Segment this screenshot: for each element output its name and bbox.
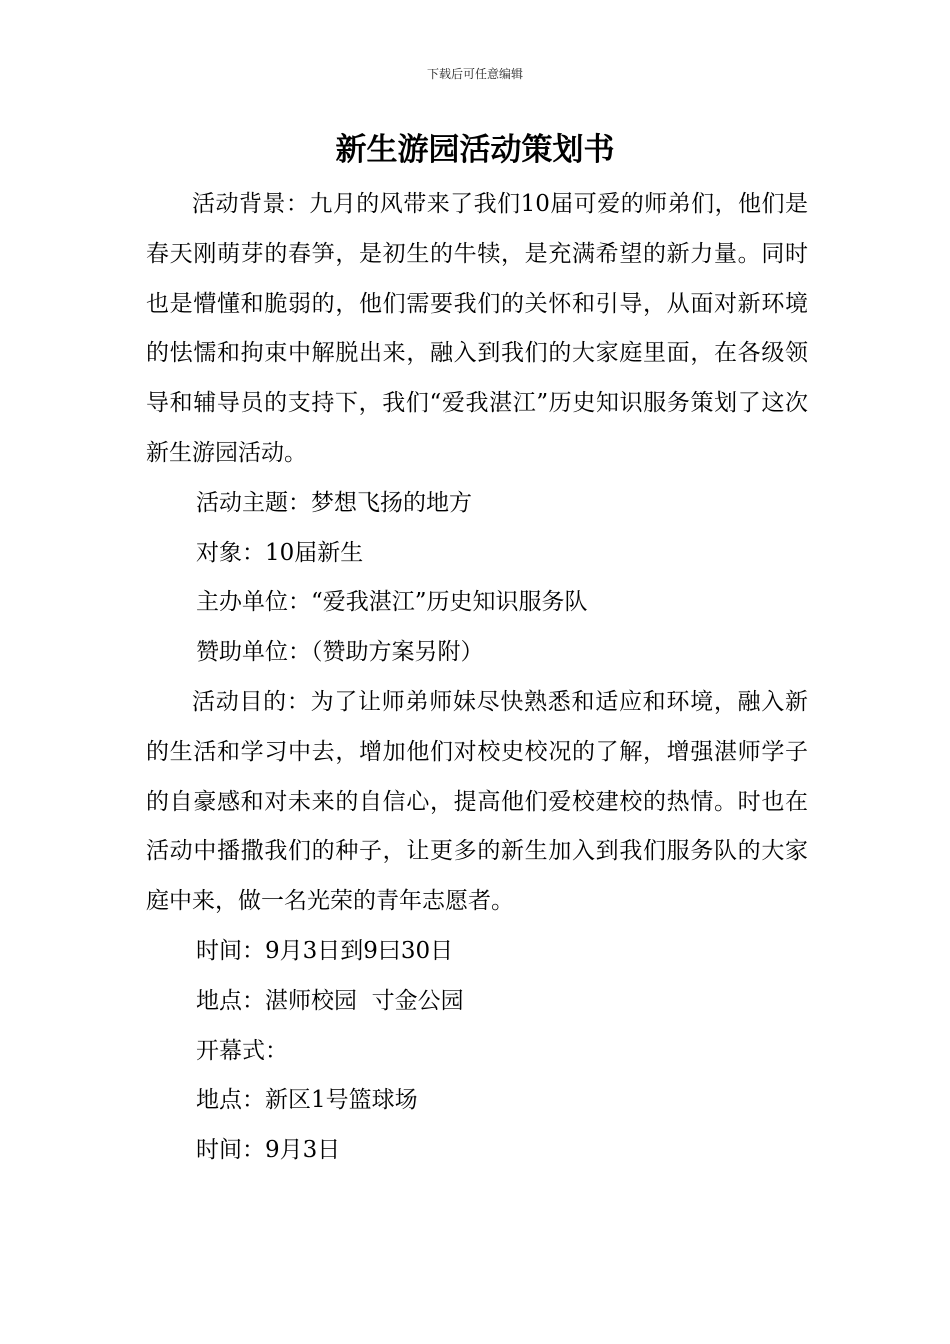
opening-place-line: 地点：新区1号篮球场 (196, 1087, 418, 1114)
time-line: 时间：9月3日到9曰30日 (196, 937, 454, 964)
sponsor-line: 赞助单位：（赞助方案另附） (196, 639, 484, 666)
header-note: 下载后可任意编辑 (426, 67, 523, 81)
place-line: 地点：湛师校园 寸金公园 (196, 987, 464, 1014)
document-title: 新生游园活动策划书 (335, 132, 615, 168)
background-paragraph: 活动背景：九月的风带来了我们10届可爱的师弟们，他们是春天刚萌芽的春笋，是初生的牛犊，是充满希望的新力量。同时也是懵懂和脆弱的，他们需要我们的关怀和引导，从面对新环境的怯懦和拘束中解脱出来，融入到我们的大家庭里面，在各级领导和辅导员的支持下，我们“爱我湛江”历史知识服务策划了这次新生游园活动。 (146, 191, 808, 466)
purpose-paragraph: 活动目的：为了让师弟师妹尽快熟悉和适应和环境，融入新的生活和学习中去，增加他们对校史校况的了解，增强湛师学子的自豪感和对未来的自信心，提高他们爱校建校的热情。时也在活动中播撒我们的种子，让更多的新生加入到我们服务队的大家庭中来，做一名光荣的青年志愿者。 (146, 688, 808, 915)
theme-line: 活动主题：梦想飞扬的地方 (196, 489, 472, 516)
target-line: 对象：10届新生 (196, 539, 364, 566)
organizer-line: 主办单位：“爱我湛江”历史知识服务队 (196, 589, 588, 616)
opening-label: 开幕式： (196, 1037, 288, 1064)
opening-time-line: 时间：9月3日 (196, 1137, 341, 1164)
document-body (146, 180, 808, 1176)
